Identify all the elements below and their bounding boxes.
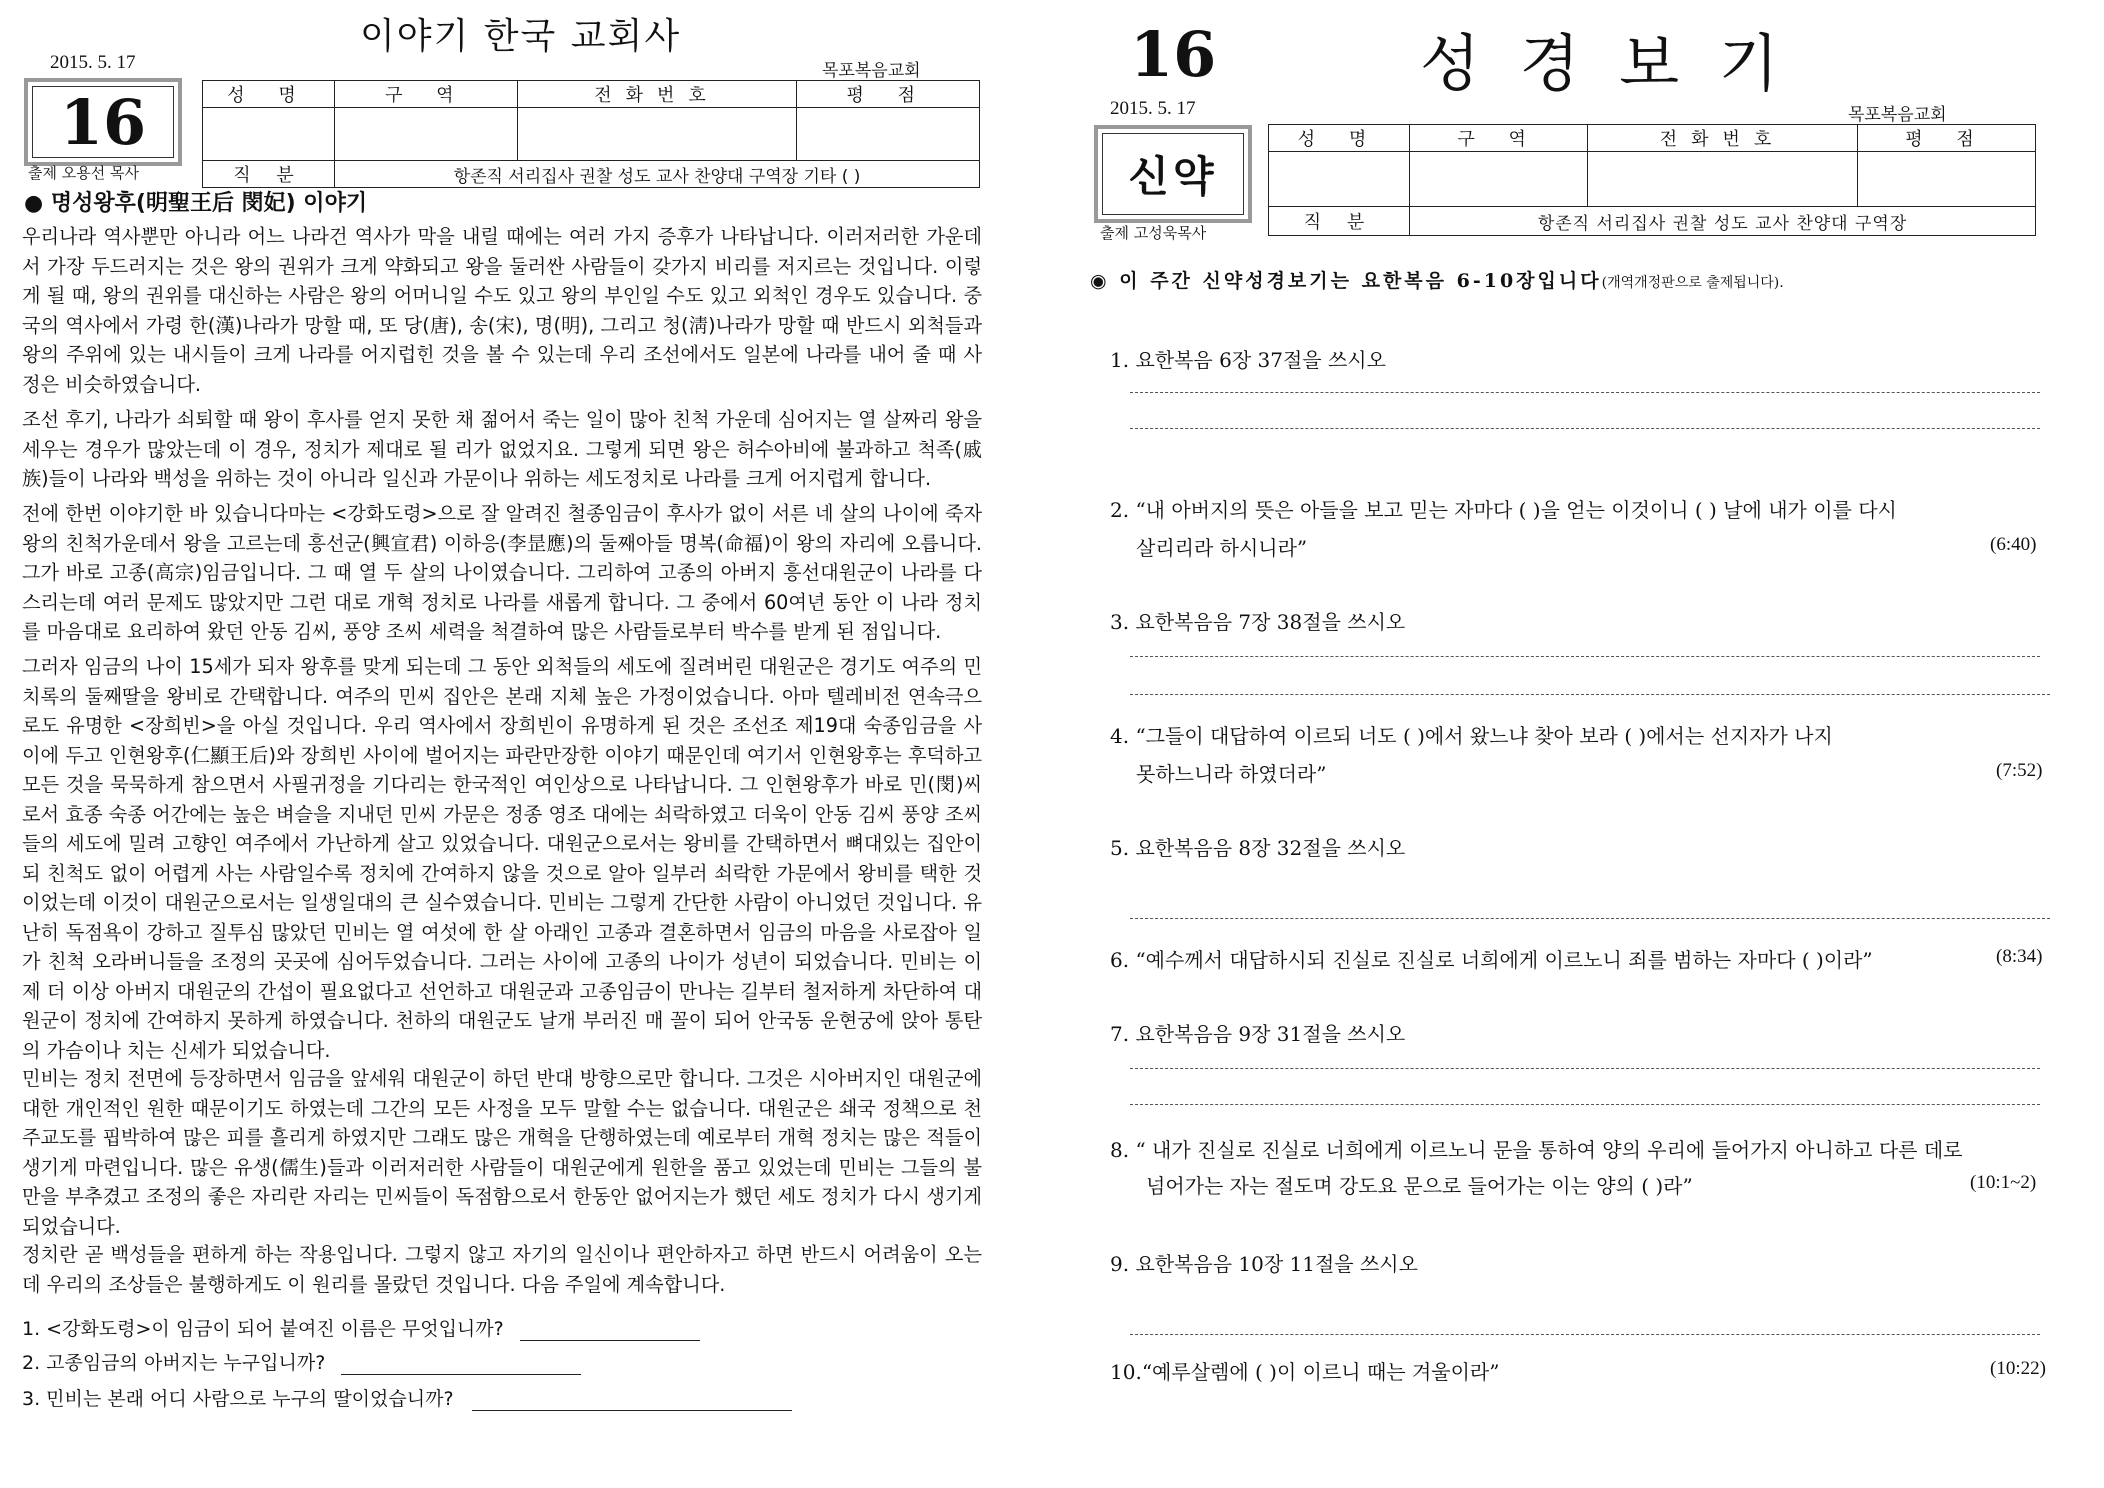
bible-question-2 bbox=[1110, 494, 1897, 523]
q6-number: 6. bbox=[1110, 948, 1130, 972]
date: 2015. 5. 17 bbox=[1110, 98, 1196, 119]
q5-answer-line-1[interactable] bbox=[1130, 918, 2050, 919]
q6-reference: (8:34) bbox=[1996, 946, 2043, 967]
q2-number: 2. bbox=[1110, 498, 1130, 522]
q4-text-continued: 못하느니라 하였더라” bbox=[1136, 762, 1327, 786]
header-district: 구 역 bbox=[1410, 125, 1588, 152]
q6-text: “예수께서 대답하시되 진실로 진실로 너희에게 이르노니 죄를 범하는 자마다 ( )이라” bbox=[1135, 948, 1873, 972]
paragraph-2: 조선 후기, 나라가 쇠퇴할 때 왕이 후사를 얻지 못한 채 젊어서 죽는 일이 많아 친척 가운데 심어지는 열 살짜리 왕을 세우는 경우가 많았는데 이 경우, 정치가 제대로 될 리가 없었지요. 그렇게 되면 왕은 허수아비에 불과하고 척족(戚族)들이 나라와 백성을 위하는 것이 아니라 일신과 가문이나 위하는 세도정치로 나라를 크게 어지럽게 합니다. bbox=[22, 408, 982, 490]
paragraph-5: 민비는 정치 전면에 등장하면서 임금을 앞세워 대원군이 하던 반대 방향으로만 합니다. 그것은 시아버지인 대원군에 대한 개인적인 원한 때문이기도 하였는데 그간의 모든 사정을 모두 말할 수는 없습니다. 대원군은 쇄국 정책으로 천주교도를 핍박하여 많은 피를 흘리게 하였지만 그래도 많은 개혁을 단행하였는데 예로부터 개혁 정치는 많은 적들이 생기게 마련입니다. 많은 유생(儒生)들과 이러저러한 사람들이 대원군에게 원한을 품고 있었는데 민비는 그들의 불만을 부추겼고 조정의 좋은 자리란 자리는 민씨들이 독점함으로서 한동안 없어지는가 했던 세도 정치가 다시 생기게 되었습니다. bbox=[22, 1067, 982, 1238]
testament-label: 신약 bbox=[1128, 152, 1218, 201]
q7-answer-line-1[interactable] bbox=[1130, 1068, 2040, 1069]
q8-text: “ 내가 진실로 진실로 너희에게 이르노니 문을 통하여 양의 우리에 들어가지 아니하고 다른 데로 bbox=[1135, 1138, 1963, 1162]
weekly-notice bbox=[1090, 266, 1784, 293]
q7-answer-line-2[interactable] bbox=[1130, 1104, 2040, 1105]
phone-field[interactable] bbox=[1588, 152, 1858, 207]
q5-number: 5. bbox=[1110, 836, 1130, 860]
bible-question-4 bbox=[1110, 720, 1833, 749]
q8-text-continued: 넘어가는 자는 절도며 강도요 문으로 들어가는 이는 양의 ( )라” bbox=[1146, 1174, 1693, 1198]
section-heading bbox=[24, 186, 367, 217]
page-title: 성 경 보 기 bbox=[1420, 27, 1789, 100]
info-table bbox=[1268, 124, 2036, 236]
name-field[interactable] bbox=[1269, 152, 1410, 207]
role-options[interactable]: 항존직 서리집사 권찰 성도 교사 찬양대 구역장 bbox=[1410, 207, 2036, 236]
district-field[interactable] bbox=[335, 108, 518, 161]
bible-question-9 bbox=[1110, 1248, 1418, 1277]
role-options[interactable]: 항존직 서리집사 권찰 성도 교사 찬양대 구역장 기타 ( ) bbox=[335, 161, 980, 188]
answer-blank-2[interactable] bbox=[341, 1374, 581, 1375]
header-score: 평 점 bbox=[796, 81, 980, 108]
bible-question-1 bbox=[1110, 344, 1386, 373]
q9-text: 요한복음음 10장 11절을 쓰시오 bbox=[1135, 1252, 1418, 1276]
header-score: 평 점 bbox=[1857, 125, 2035, 152]
q4-text: “그들이 대답하여 이르되 너도 ( )에서 왔느냐 찾아 보라 ( )에서는 선지자가 나지 bbox=[1135, 724, 1833, 748]
q2-reference: (6:40) bbox=[1990, 534, 2037, 555]
bible-question-10 bbox=[1110, 1356, 1499, 1385]
score-field[interactable] bbox=[1857, 152, 2035, 207]
q10-number: 10. bbox=[1110, 1360, 1142, 1384]
author: 출제 오용선 목사 bbox=[28, 164, 139, 182]
paragraph-1: 우리나라 역사뿐만 아니라 어느 나라건 역사가 막을 내릴 때에는 여러 가지 증후가 나타납니다. 이러저러한 가운데서 가장 두드러지는 것은 왕의 권위가 크게 약화되고 왕을 둘러싼 사람들이 갖가지 비리를 저지르는 것입니다. 이렇게 될 때, 왕의 권위를 대신하는 사람은 왕의 어머니일 수도 있고 왕의 부인일 수도 있고 외척인 경우도 있습니다. 중국의 역사에서 가령 한(漢)나라가 망할 때, 또 당(唐), 송(宋), 명(明), 그리고 청(淸)나라가 망할 때 반드시 외척들과 왕의 주위에 있는 내시들이 크게 나라를 어지럽힌 것을 볼 수 있는데 우리 조선에서도 일본에 나라를 내어 줄 때 사정은 비슷하였습니다. bbox=[22, 225, 982, 396]
author: 출제 고성욱목사 bbox=[1100, 224, 1207, 242]
header-phone: 전화번호 bbox=[1588, 125, 1858, 152]
q10-reference: (10:22) bbox=[1990, 1358, 2046, 1379]
section-title: 명성왕후(明聖王后 閔妃) 이야기 bbox=[50, 191, 368, 216]
q9-number: 9. bbox=[1110, 1252, 1130, 1276]
role-label: 직 분 bbox=[1269, 207, 1410, 236]
bible-question-7 bbox=[1110, 1018, 1405, 1047]
score-field[interactable] bbox=[796, 108, 980, 161]
notice-small-text: (개역개정판으로 출제됩니다). bbox=[1601, 275, 1784, 291]
paragraph-6: 정치란 곧 백성들을 편하게 하는 작용입니다. 그렇지 않고 자기의 일신이나 편안하자고 하면 반드시 어려움이 오는데 우리의 조상들은 불행하게도 이 원리를 몰랐던 것입니다. 다음 주일에 계속합니다. bbox=[22, 1243, 982, 1296]
church-name: 목포복음교회 bbox=[1848, 105, 1947, 125]
notice-text: 이 주간 신약성경보기는 요한복음 6-10장입니다 bbox=[1119, 270, 1602, 292]
left-page bbox=[0, 0, 1010, 1488]
q1-answer-line-2[interactable] bbox=[1130, 428, 2040, 429]
q8-number: 8. bbox=[1110, 1138, 1130, 1162]
header-name: 성 명 bbox=[1269, 125, 1410, 152]
answer-blank-3[interactable] bbox=[472, 1410, 792, 1411]
q4-reference: (7:52) bbox=[1996, 760, 2043, 781]
name-field[interactable] bbox=[203, 108, 335, 161]
question-1 bbox=[22, 1314, 700, 1341]
question-2-text: 2. 고종임금의 아버지는 누구입니까? bbox=[22, 1352, 326, 1374]
q10-text: “예루살렘에 ( )이 이르니 때는 겨울이라” bbox=[1141, 1360, 1500, 1384]
q7-number: 7. bbox=[1110, 1022, 1130, 1046]
q3-number: 3. bbox=[1110, 610, 1130, 634]
q8-reference: (10:1~2) bbox=[1970, 1172, 2037, 1193]
q1-number: 1. bbox=[1110, 348, 1130, 372]
bible-question-8 bbox=[1110, 1134, 1962, 1163]
right-page bbox=[1090, 0, 2090, 1488]
q9-answer-line-1[interactable] bbox=[1130, 1334, 2040, 1335]
q2-text: “내 아버지의 뜻은 아들을 보고 믿는 자마다 ( )을 얻는 이것이니 ( ) 날에 내가 이를 다시 bbox=[1135, 498, 1897, 522]
district-field[interactable] bbox=[1410, 152, 1588, 207]
issue-number-box bbox=[24, 78, 182, 166]
question-2 bbox=[22, 1348, 581, 1375]
page-title: 이야기 한국 교회사 bbox=[360, 16, 682, 57]
testament-badge bbox=[1094, 125, 1252, 223]
q7-text: 요한복음음 9장 31절을 쓰시오 bbox=[1135, 1022, 1406, 1046]
header-name: 성 명 bbox=[203, 81, 335, 108]
role-label: 직 분 bbox=[203, 161, 335, 188]
q1-answer-line-1[interactable] bbox=[1130, 392, 2040, 393]
header-district: 구 역 bbox=[335, 81, 518, 108]
bible-question-3 bbox=[1110, 606, 1405, 635]
q3-answer-line-1[interactable] bbox=[1130, 656, 2040, 657]
info-table bbox=[202, 80, 980, 188]
paragraph-4: 그러자 임금의 나이 15세가 되자 왕후를 맞게 되는데 그 동안 외척들의 세도에 질려버린 대원군은 경기도 여주의 민치록의 둘째딸을 왕비로 간택합니다. 여주의 민씨 집안은 본래 지체 높은 가정이었습니다. 아마 텔레비전 연속극으로도 유명한 <장희빈>을 아실 것입니다. 우리 역사에서 장희빈이 유명하게 된 것은 조선조 제19대 숙종임금을 사이에 두고 인현왕후(仁顯王后)와 장희빈 사이에 벌어지는 파란만장한 이야기 때문인데 여기서 인현왕후는 후덕하고 모든 것을 묵묵하게 참으면서 사필귀정을 기다리는 한국적인 여인상으로 나타납니다. 그 인현왕후가 바로 민(閔)씨로서 효종 숙종 어간에는 높은 벼슬을 지내던 민씨 가문은 정종 영조 대에는 쇠락하였고 더욱이 안동 김씨 풍양 조씨들의 세도에 밀려 고향인 여주에서 가난하게 살고 있었습니다. 대원군으로서는 왕비를 간택하면서 뼈대있는 집안이되 친척도 없이 어렵게 사는 사람일수록 정치에 간여하지 않을 것으로 알아 일부러 쇠락한 가문에서 왕비를 택한 것이었는데 이것이 대원군으로서는 일생일대의 큰 실수였습니다. 민비는 그렇게 간단한 사람이 아니었던 것입니다. 유난히 독점욕이 강하고 질투심 많았던 민비는 열 여섯에 한 살 아래인 고종과 결혼하면서 임금의 마음을 사로잡아 일가 친척 오라버니들을 조정의 곳곳에 심어두었습니다. 그러는 사이에 고종의 나이가 성년이 되었습니다. 민비는 이제 더 이상 아버지 대원군의 간섭이 필요없다고 선언하고 대원군과 고종임금이 만나는 길부터 철저하게 차단하여 대원군이 정치에 간여하지 못하게 하였습니다. 천하의 대원군도 날개 부러진 매 꼴이 되어 안국동 운현궁에 앉아 통탄의 가슴이나 치는 신세가 되었습니다. bbox=[22, 655, 982, 1062]
bible-question-6 bbox=[1110, 944, 1873, 973]
q5-text: 요한복음음 8장 32절을 쓰시오 bbox=[1135, 836, 1406, 860]
answer-blank-1[interactable] bbox=[520, 1340, 700, 1341]
question-1-text: 1. <강화도령>이 임금이 되어 붙여진 이름은 무엇입니까? bbox=[22, 1318, 504, 1340]
question-3-text: 3. 민비는 본래 어디 사람으로 누구의 딸이었습니까? bbox=[22, 1388, 454, 1410]
question-3 bbox=[22, 1384, 792, 1411]
q3-text: 요한복음음 7장 38절을 쓰시오 bbox=[1135, 610, 1406, 634]
header-phone: 전화번호 bbox=[518, 81, 796, 108]
church-name: 목포복음교회 bbox=[822, 61, 921, 81]
bullet-icon: ● bbox=[24, 191, 44, 216]
issue-number: 16 bbox=[1130, 18, 1217, 91]
q1-text: 요한복음 6장 37절을 쓰시오 bbox=[1135, 348, 1386, 372]
q2-text-continued: 살리리라 하시니라” bbox=[1136, 536, 1308, 560]
q3-answer-line-2[interactable] bbox=[1130, 694, 2050, 695]
issue-number: 16 bbox=[59, 85, 147, 159]
q4-number: 4. bbox=[1110, 724, 1130, 748]
date: 2015. 5. 17 bbox=[50, 52, 136, 73]
bible-question-5 bbox=[1110, 832, 1405, 861]
phone-field[interactable] bbox=[518, 108, 796, 161]
paragraph-3: 전에 한번 이야기한 바 있습니다마는 <강화도령>으로 잘 알려진 철종임금이 후사가 없이 서른 네 살의 나이에 죽자 왕의 친척가운데서 왕을 고르는데 흥선군(興宣君) 이하응(李昰應)의 둘째아들 명복(命福)이 왕의 자리에 오릅니다. 그가 바로 고종(高宗)임금입니다. 그 때 열 두 살의 나이였습니다. 그리하여 고종의 아버지 흥선대원군이 나라를 다스리는데 여러 문제도 많았지만 그런 대로 개혁 정치로 나라를 새롭게 합니다. 그 중에서 60여년 동안 이 나라 정치를 마음대로 요리하여 왔던 안동 김씨, 풍양 조씨 세력을 척결하여 많은 사람들로부터 박수를 받게 된 점입니다. bbox=[22, 502, 982, 643]
notice-bullet-icon: ◉ bbox=[1090, 270, 1110, 292]
